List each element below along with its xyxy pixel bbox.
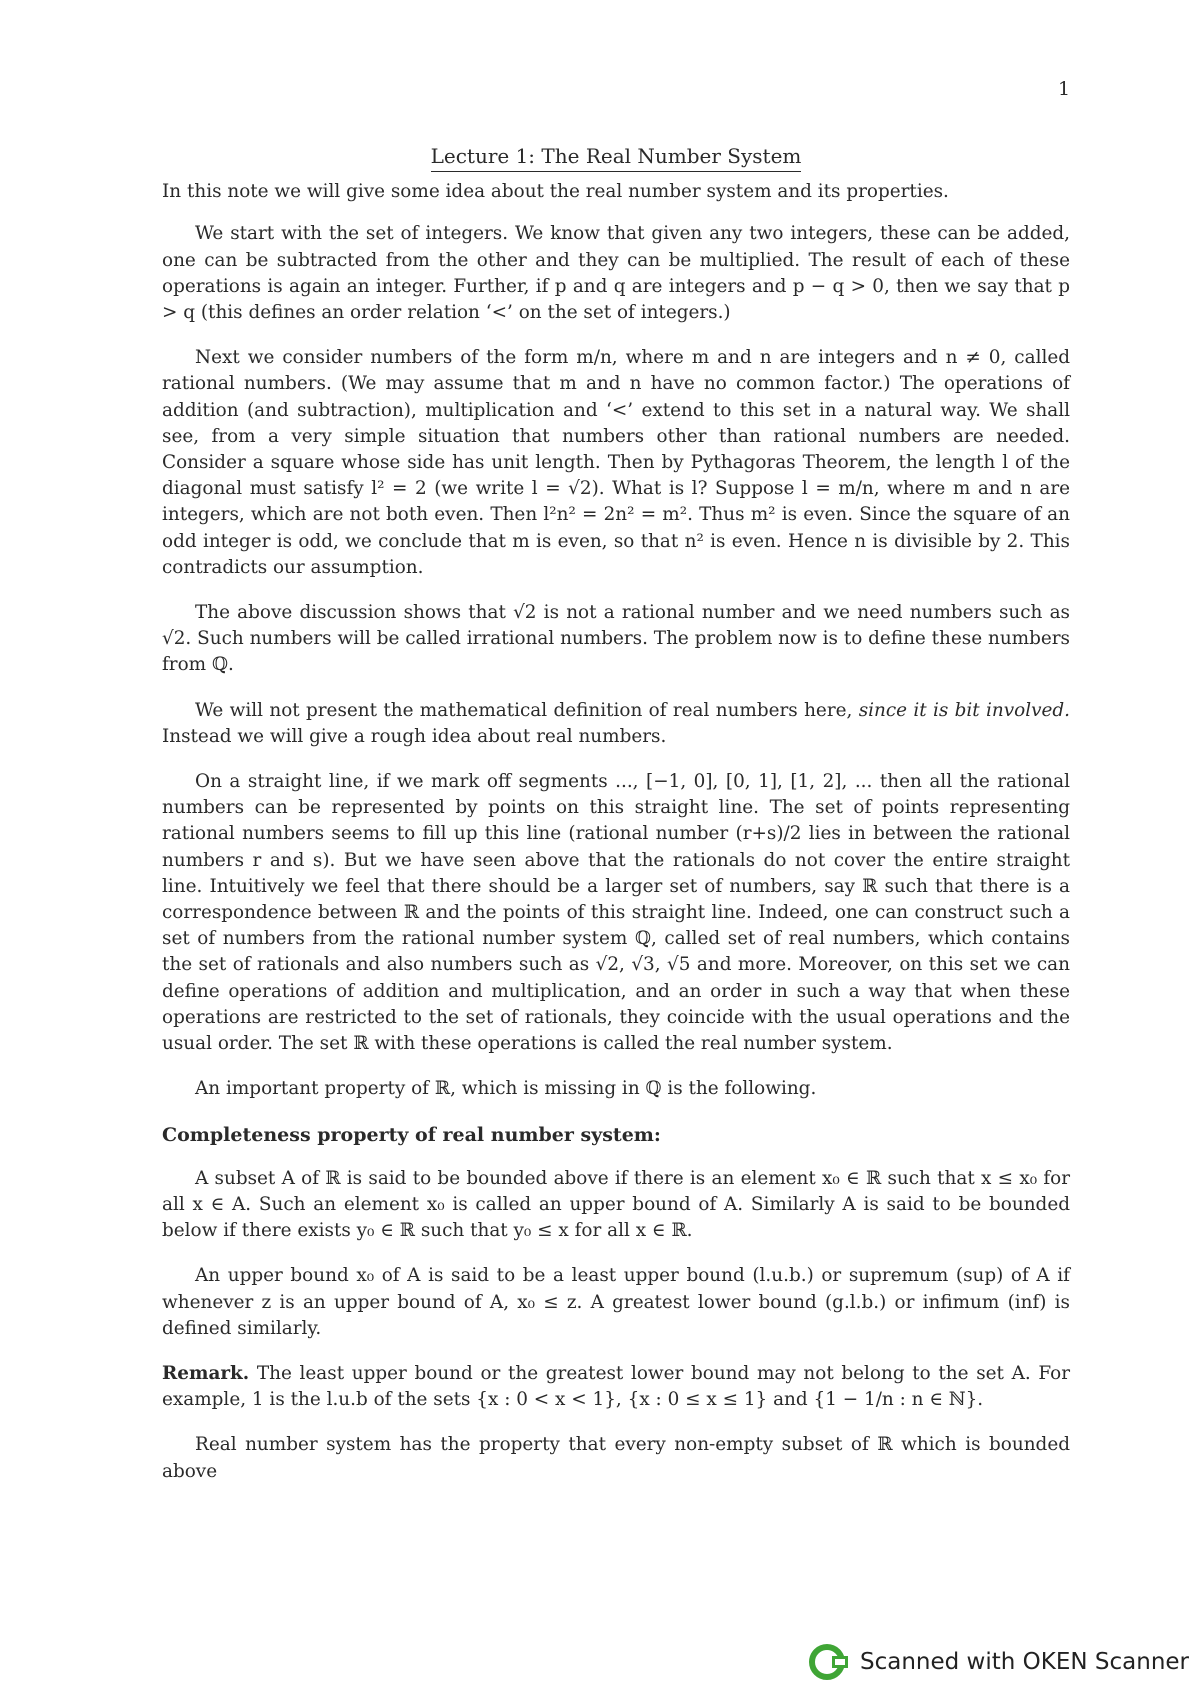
- p4-start: We will not present the mathematical definition of real numbers here,: [195, 699, 859, 721]
- scanner-watermark: [808, 1641, 1189, 1683]
- oken-scanner-logo-icon: [808, 1641, 850, 1683]
- paragraph-bounded: A subset A of ℝ is said to be bounded above if there is an element x₀ ∈ ℝ such that x ≤ x₀ for all x ∈ A. Such an element x₀ is called an upper bound of A. Similarly A is said to be bounded below if there exists y₀ ∈ ℝ such that y₀ ≤ x for all x ∈ ℝ.: [162, 1167, 1070, 1242]
- paragraph-number-line: On a straight line, if we mark off segments ..., [−1, 0], [0, 1], [1, 2], ... then all the rational numbers can be represented by points on this straight line. The set of points representing rational numbers seems to fill up this line (rational number (r+s)/2 lies in between the rational numbers r and s). But we have seen above that the rationals do not cover the entire straight line. Intuitively we feel that there should be a larger set of numbers, say ℝ such that there is a correspondence between ℝ and the points of this straight line. Indeed, one can construct such a set of numbers from the rational number system ℚ, called set of real numbers, which contains the set of rationals and also numbers such as √2, √3, √5 and more. Moreover, on this set we can define operations of addition and multiplication, and an order in such a way that when these operations are restricted to the set of rationals, they coincide with the usual operations and the usual order. The set ℝ with these operations is called the real number system.: [162, 771, 1070, 1055]
- intro-paragraph: In this note we will give some idea about the real number system and its properties.: [162, 181, 949, 203]
- lecture-title: Lecture 1: The Real Number System: [431, 143, 802, 172]
- paragraph-irrationals: The above discussion shows that √2 is not a rational number and we need numbers such as √2. Such numbers will be called irrational numbers. The problem now is to define these numbers from ℚ.: [162, 602, 1070, 676]
- remark-text: The least upper bound or the greatest lower bound may not belong to the set A. For example, 1 is the l.u.b of the sets {x : 0 < x < 1}, {x : 0 ≤ x ≤ 1} and {1 − 1/n : n ∈ ℕ}.: [162, 1362, 1070, 1411]
- paragraph-important-property: An important property of ℝ, which is missing in ℚ is the following.: [195, 1078, 817, 1100]
- p4-end: Instead we will give a rough idea about real numbers.: [162, 725, 667, 747]
- page-number: 1: [1058, 78, 1071, 100]
- watermark-text: Scanned with OKEN Scanner: [860, 1649, 1189, 1675]
- remark-label: Remark.: [162, 1362, 250, 1384]
- paragraph-definition-note: [162, 698, 1070, 750]
- paragraph-integers: We start with the set of integers. We know that given any two integers, these can be added, one can be subtracted from the other and they can be multiplied. The result of each of these operations is again an integer. Further, if p and q are integers and p − q > 0, then we say that p > q (this defines an order relation ‘<’ on the set of integers.): [162, 223, 1070, 324]
- paragraph-rationals: Next we consider numbers of the form m/n, where m and n are integers and n ≠ 0, called rational numbers. (We may assume that m and n have no common factor.) The operations of addition (and subtraction), multiplication and ‘<’ extend to this set in a natural way. We shall see, from a very simple situation that numbers other than rational numbers are needed. Consider a square whose side has unit length. Then by Pythagoras Theorem, the length l of the diagonal must satisfy l² = 2 (we write l = √2). What is l? Suppose l = m/n, where m and n are integers, which are not both even. Then l²n² = 2n² = m². Thus m² is even. Since the square of an odd integer is odd, we conclude that m is even, so that n² is even. Hence n is divisible by 2. This contradicts our assumption.: [162, 347, 1070, 578]
- paragraph-completeness-start: Real number system has the property that every non-empty subset of ℝ which is bounded above: [162, 1434, 1070, 1482]
- p4-emphasis: since it is bit involved.: [858, 699, 1070, 721]
- paragraph-lub: An upper bound x₀ of A is said to be a least upper bound (l.u.b.) or supremum (sup) of A if whenever z is an upper bound of A, x₀ ≤ z. A greatest lower bound (g.l.b.) or infimum (inf) is defined similarly.: [162, 1265, 1070, 1339]
- paragraph-remark: [162, 1361, 1070, 1413]
- document-body: [162, 143, 1070, 1504]
- section-heading-completeness: Completeness property of real number system:: [162, 1123, 661, 1146]
- title-wrap: [162, 143, 1070, 172]
